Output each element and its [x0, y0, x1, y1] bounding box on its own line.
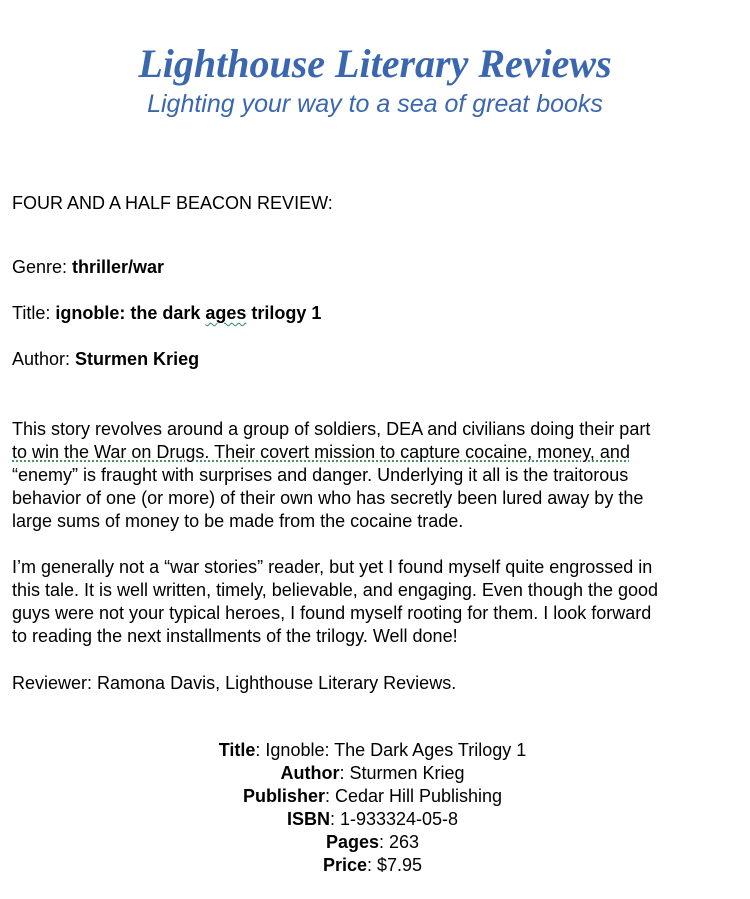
book-info-pages-value: : 263 [379, 832, 420, 852]
review-p2-line: guys were not your typical heroes, I found myself rooting for them. I look forward [12, 603, 652, 623]
book-info-publisher-value: : Cedar Hill Publishing [324, 786, 503, 806]
review-p1-line: This story revolves around a group of soldiers, DEA and civilians doing their part [12, 419, 651, 439]
genre-value: thriller/war [72, 257, 165, 277]
review-p1-line: large sums of money to be made from the cocaine trade. [12, 511, 464, 531]
title-value-pre: ignoble: the dark [55, 303, 206, 323]
book-info-price-value: : $7.95 [367, 855, 423, 875]
book-info-author [0, 762, 745, 785]
site-title: Lighthouse Literary Reviews [138, 41, 612, 86]
book-info-price-label: Price [322, 855, 367, 875]
review-paragraph-1 [12, 418, 734, 533]
review-paragraph-2 [12, 556, 734, 648]
book-info-title-value: : Ignoble: The Dark Ages Trilogy 1 [255, 740, 527, 760]
title-line [12, 302, 321, 324]
author-value: Sturmen Krieg [75, 349, 200, 369]
book-info-author-label: Author [280, 763, 340, 783]
review-p1-line [12, 441, 734, 464]
review-p1-line-2: to win the War on Drugs. Their covert mission to capture cocaine, money, and [12, 442, 630, 462]
review-p2-line: to reading the next installments of the trilogy. Well done! [12, 626, 458, 646]
rating-heading: FOUR AND A HALF BEACON REVIEW: [12, 193, 333, 213]
book-info-block [0, 739, 745, 877]
book-info-title-label: Title [218, 740, 256, 760]
book-info-isbn-value: : 1-933324-05-8 [329, 809, 459, 829]
book-info-isbn [0, 808, 745, 831]
review-p2-line: this tale. It is well written, timely, believable, and engaging. Even though the good [12, 580, 659, 600]
book-info-pages-label: Pages [325, 832, 379, 852]
author-line [12, 348, 199, 370]
book-info-title [0, 739, 745, 762]
title-label: Title: [12, 303, 56, 323]
title-value [55, 303, 321, 323]
reviewer-line: Reviewer: Ramona Davis, Lighthouse Literary Reviews. [12, 673, 457, 693]
genre-label: Genre: [12, 257, 73, 277]
book-info-pages [0, 831, 745, 854]
title-value-post: trilogy 1 [246, 303, 322, 323]
title-value-spellcheck-word: ages [205, 303, 247, 323]
book-info-isbn-label: ISBN [286, 809, 330, 829]
site-tagline: Lighting your way to a sea of great books [147, 90, 603, 118]
book-info-publisher-label: Publisher [242, 786, 325, 806]
book-info-author-value: : Sturmen Krieg [339, 763, 465, 783]
genre-line [12, 256, 164, 278]
review-p1-line: “enemy” is fraught with surprises and danger. Underlying it all is the traitorous [12, 465, 629, 485]
book-info-price [0, 854, 745, 877]
review-p1-line: behavior of one (or more) of their own who has secretly been lured away by the [12, 488, 644, 508]
review-p2-line: I’m generally not a “war stories” reader, but yet I found myself quite engrossed in [12, 557, 653, 577]
book-info-publisher [0, 785, 745, 808]
author-label: Author: [12, 349, 76, 369]
